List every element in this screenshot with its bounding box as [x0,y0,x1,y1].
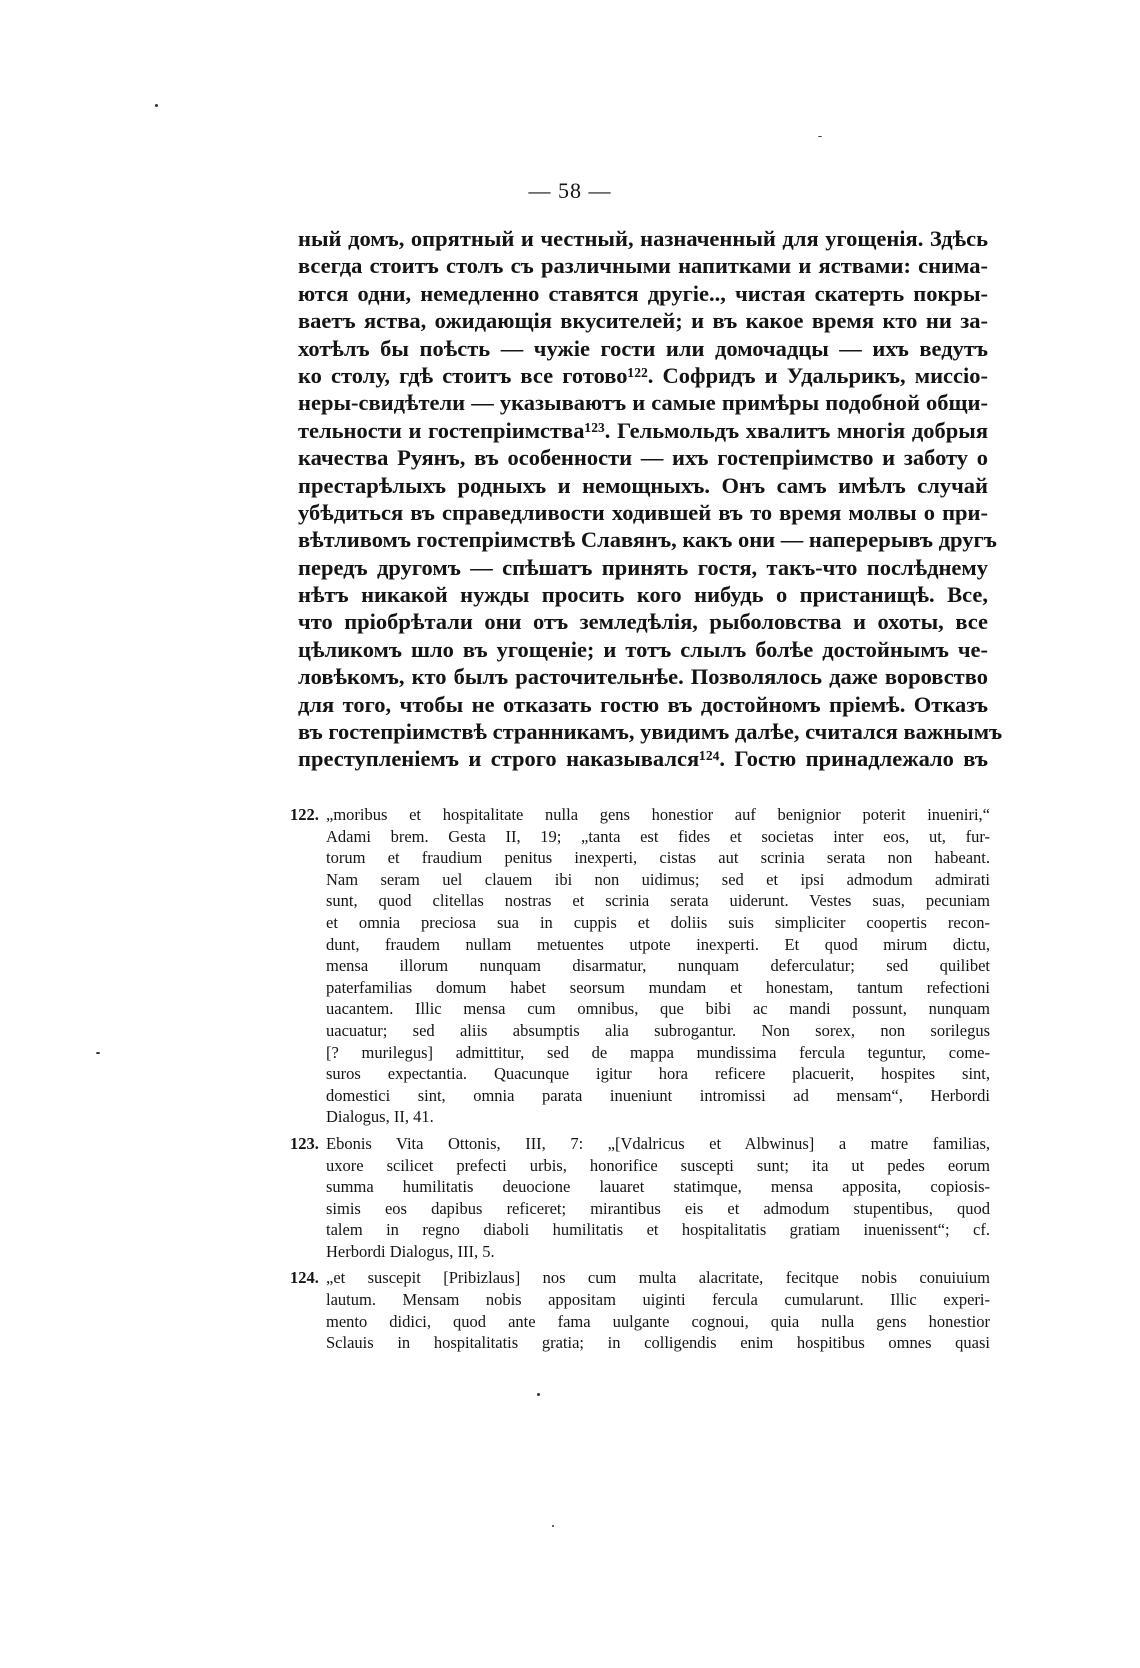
body-line: для того, чтобы не отказать гостю въ достойномъ пріемѣ. Отказъ [298,691,988,717]
scan-speck [537,1393,540,1396]
footnote-line: Nam seram uel clauem ibi non uidimus; sed et ipsi admodum admirati [326,869,990,889]
footnote-line: „moribus et hospitalitate nulla gens honestior auf benignior poterit inueniri,“ [326,805,990,824]
footnote-124 [290,1267,990,1353]
body-line: цѣликомъ шло въ угощеніе; и тотъ слылъ болѣе достойнымъ че- [298,636,988,662]
scan-speck [155,104,158,107]
footnote-number: 123. [290,1133,319,1153]
body-line: всегда стоитъ столъ съ различными напитками и яствами: снима- [298,253,988,279]
footnote-line: simis eos dapibus reficeret; mirantibus eis et admodum stupentibus, quod [326,1198,990,1218]
body-line: нѣтъ никакой нужды просить кого нибудь о пристанищѣ. Все, [298,582,988,608]
footnote-line: et omnia preciosa sua in cuppis et doliis suis simpliciter coopertis recon- [326,912,990,932]
footnotes-section [290,804,990,1359]
footnote-line: uxore scilicet prefecti urbis, honorifice suscepti sunt; ita ut pedes eorum [326,1155,990,1175]
footnote-line: Herbordi Dialogus, III, 5. [326,1241,495,1261]
footnote-line: talem in regno diaboli humilitatis et hospitalitatis gratiam inuenissent“; cf. [326,1220,990,1240]
footnote-line: Adami brem. Gesta II, 19; „tanta est fides et societas inter eos, ut, fur- [326,826,990,846]
page-number: — 58 — [528,178,612,203]
body-line: ваетъ яства, ожидающія вкусителей; и въ какое время кто ни за- [298,308,988,334]
scan-speck [96,1052,100,1054]
body-line: ются одни, немедленно ставятся другіе.., чистая скатерть покры- [298,280,988,306]
footnote-line: [? murilegus] admittitur, sed de mappa mundissima fercula teguntur, come- [326,1042,990,1062]
footnote-line: „et suscepit [Pribizlaus] nos cum multa alacritate, fecitque nobis conuiuium [326,1268,990,1288]
footnote-line: uacantem. Illic mensa cum omnibus, que bibi ac mandi possunt, nunquam [326,999,990,1019]
body-line: убѣдиться въ справедливости ходившей въ то время молвы о при- [298,499,988,525]
scan-speck [818,136,822,137]
body-line: тельности и гостепріимства¹²³. Гельмольдъ хвалитъ многія добрыя [298,417,988,443]
scan-speck [552,1525,554,1527]
footnote-line: torum et fraudium penitus inexperti, cistas aut scrinia serata non habeant. [326,848,990,868]
footnote-body [326,1267,990,1353]
body-line: качества Руянъ, въ особенности — ихъ гостепріимство и заботу о [298,445,988,471]
body-line: престарѣлыхъ родныхъ и немощныхъ. Онъ самъ имѣлъ случай [298,472,988,498]
body-line: вѣтливомъ гостепріимствѣ Славянъ, какъ они — наперерывъ другъ [298,527,997,553]
body-line: что пріобрѣтали они отъ земледѣлія, рыболовства и охоты, все [298,609,988,635]
footnote-line: uacuatur; sed aliis absumptis alia subrogantur. Non sorex, non sorilegus [326,1020,990,1040]
main-body-text [298,225,1003,773]
footnote-line: summa humilitatis deuocione lauaret statimque, mensa apposita, copiosis- [326,1177,990,1197]
body-line: ко столу, гдѣ стоитъ все готово¹²². Софридъ и Удальрикъ, миссіо- [298,362,988,388]
body-line: неры-свидѣтели — указываютъ и самые примѣры подобной общи- [298,390,988,416]
body-line: передъ другомъ — спѣшатъ принять гостя, такъ-что послѣднему [298,554,988,580]
footnote-line: Sclauis in hospitalitatis gratia; in colligendis enim hospitibus omnes quasi [326,1333,990,1353]
footnote-line: sunt, quod clitellas nostras et scrinia serata uiderunt. Vestes suas, pecuniam [326,891,990,911]
footnote-line: mensa illorum nunquam disarmatur, nunquam deferculatur; sed quilibet [326,956,990,976]
footnote-line: Dialogus, II, 41. [326,1107,434,1127]
body-line: ный домъ, опрятный и честный, назначенный для угощенія. Здѣсь [298,226,988,251]
body-line: хотѣлъ бы поѣсть — чужіе гости или домочадцы — ихъ ведутъ [298,335,988,361]
footnote-line: suros expectantia. Quacunque igitur hora reficere placuerit, hospites sint, [326,1064,990,1084]
footnote-line: lautum. Mensam nobis appositam uiginti fercula cumularunt. Illic experi- [326,1290,990,1310]
footnote-122 [290,804,990,1128]
footnote-line: mento didici, quod ante fama uulgante cognoui, quia nulla gens honestior [326,1311,990,1331]
footnote-number: 124. [290,1268,319,1288]
footnote-line: dunt, fraudem nullam metuentes utpote inexperti. Et quod mirum dictu, [326,934,990,954]
footnote-body [326,1133,990,1263]
footnote-line: Ebonis Vita Ottonis, III, 7: „[Vdalricus et Albwinus] a matre familias, [326,1133,990,1153]
body-line: въ гостепріимствѣ странникамъ, увидимъ далѣе, считался важнымъ [298,719,1003,745]
footnote-123 [290,1133,990,1263]
footnote-line: paterfamilias domum habet seorsum mundam et honestam, tantum refectioni [326,977,990,997]
footnote-number: 122. [290,805,319,824]
body-line: ловѣкомъ, кто былъ расточительнѣе. Позволялось даже воровство [298,664,988,690]
body-line: преступленіемъ и строго наказывался¹²⁴. Гостю принадлежало въ [298,746,988,772]
footnote-line: domestici sint, omnia parata inueniunt intromissi ad mensam“, Herbordi [326,1085,990,1105]
footnote-body [326,804,990,1128]
